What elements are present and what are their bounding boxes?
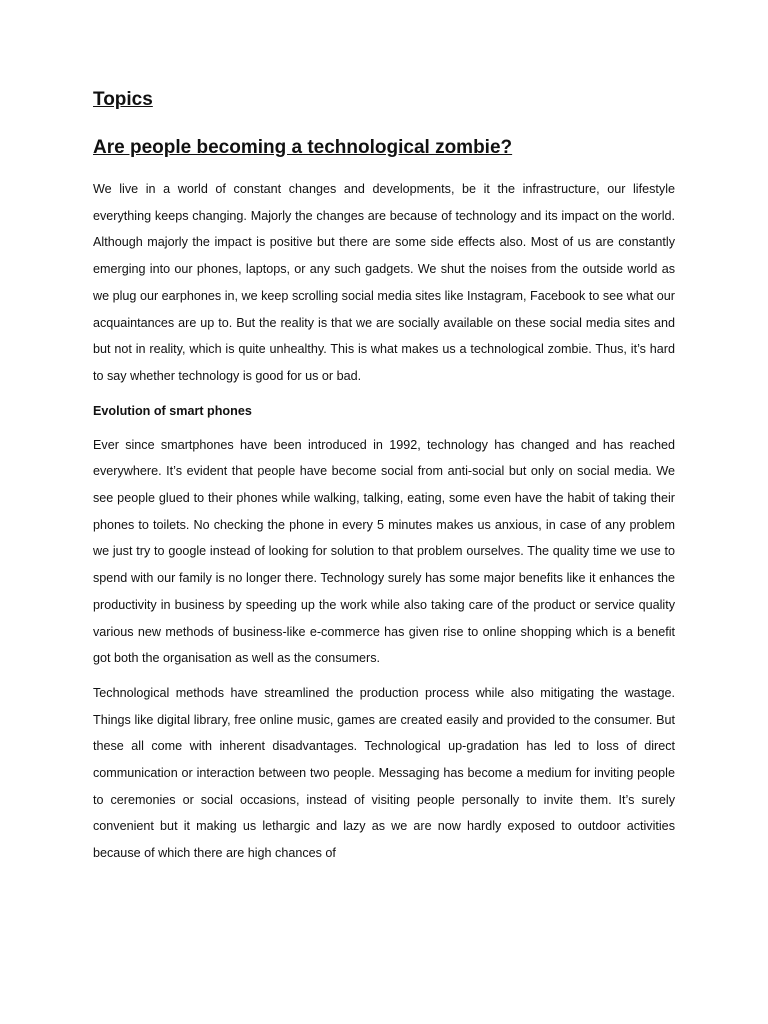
page-title: Are people becoming a technological zombie? [93,137,513,158]
paragraph-methods: Technological methods have streamlined the production process while also mitigating the wastage. Things like digital library, free online music, games are created easily and provided to the consumer. But these all come with inherent disadvantages. Technological up-gradation has led to loss of direct communication or interaction between two people. Messaging has become a medium for inviting people to ceremonies or social occasions, instead of visiting people personally to invite them. It’s surely convenient but it making us lethargic and lazy as we are now hardly exposed to outdoor activities because of which there are high chances of [93,685,675,861]
topics-heading: Topics [93,89,153,110]
paragraph-evolution: Ever since smartphones have been introduced in 1992, technology has changed and has reached everywhere. It’s evident that people have become social from anti-social but only on social media. We see people glued to their phones while walking, talking, eating, some even have the habit of taking their phones to toilets. No checking the phone in every 5 minutes makes us anxious, in case of any problem we just try to google instead of looking for solution to that problem ourselves. The quality time we use to spend with our family is no longer there. Technology surely has some major benefits like it enhances the productivity in business by speeding up the work while also taking care of the product or service quality various new methods of business-like e-commerce has given rise to online shopping which is a benefit got both the organisation as well as the consumers. [93,437,675,666]
document-page [93,86,675,875]
paragraph-intro: We live in a world of constant changes and developments, be it the infrastructure, our lifestyle everything keeps changing. Majorly the changes are because of technology and its impact on the world. Although majorly the impact is positive but there are some side effects also. Most of us are constantly emerging into our phones, laptops, or any such gadgets. We shut the noises from the outside world as we plug our earphones in, we keep scrolling social media sites like Instagram, Facebook to see what our acquaintances are up to. But the reality is that we are socially available on these social media sites and but not in reality, which is quite unhealthy. This is what makes us a technological zombie. Thus, it’s hard to say whether technology is good for us or bad. [93,182,675,383]
section-heading: Evolution of smart phones [93,403,252,418]
